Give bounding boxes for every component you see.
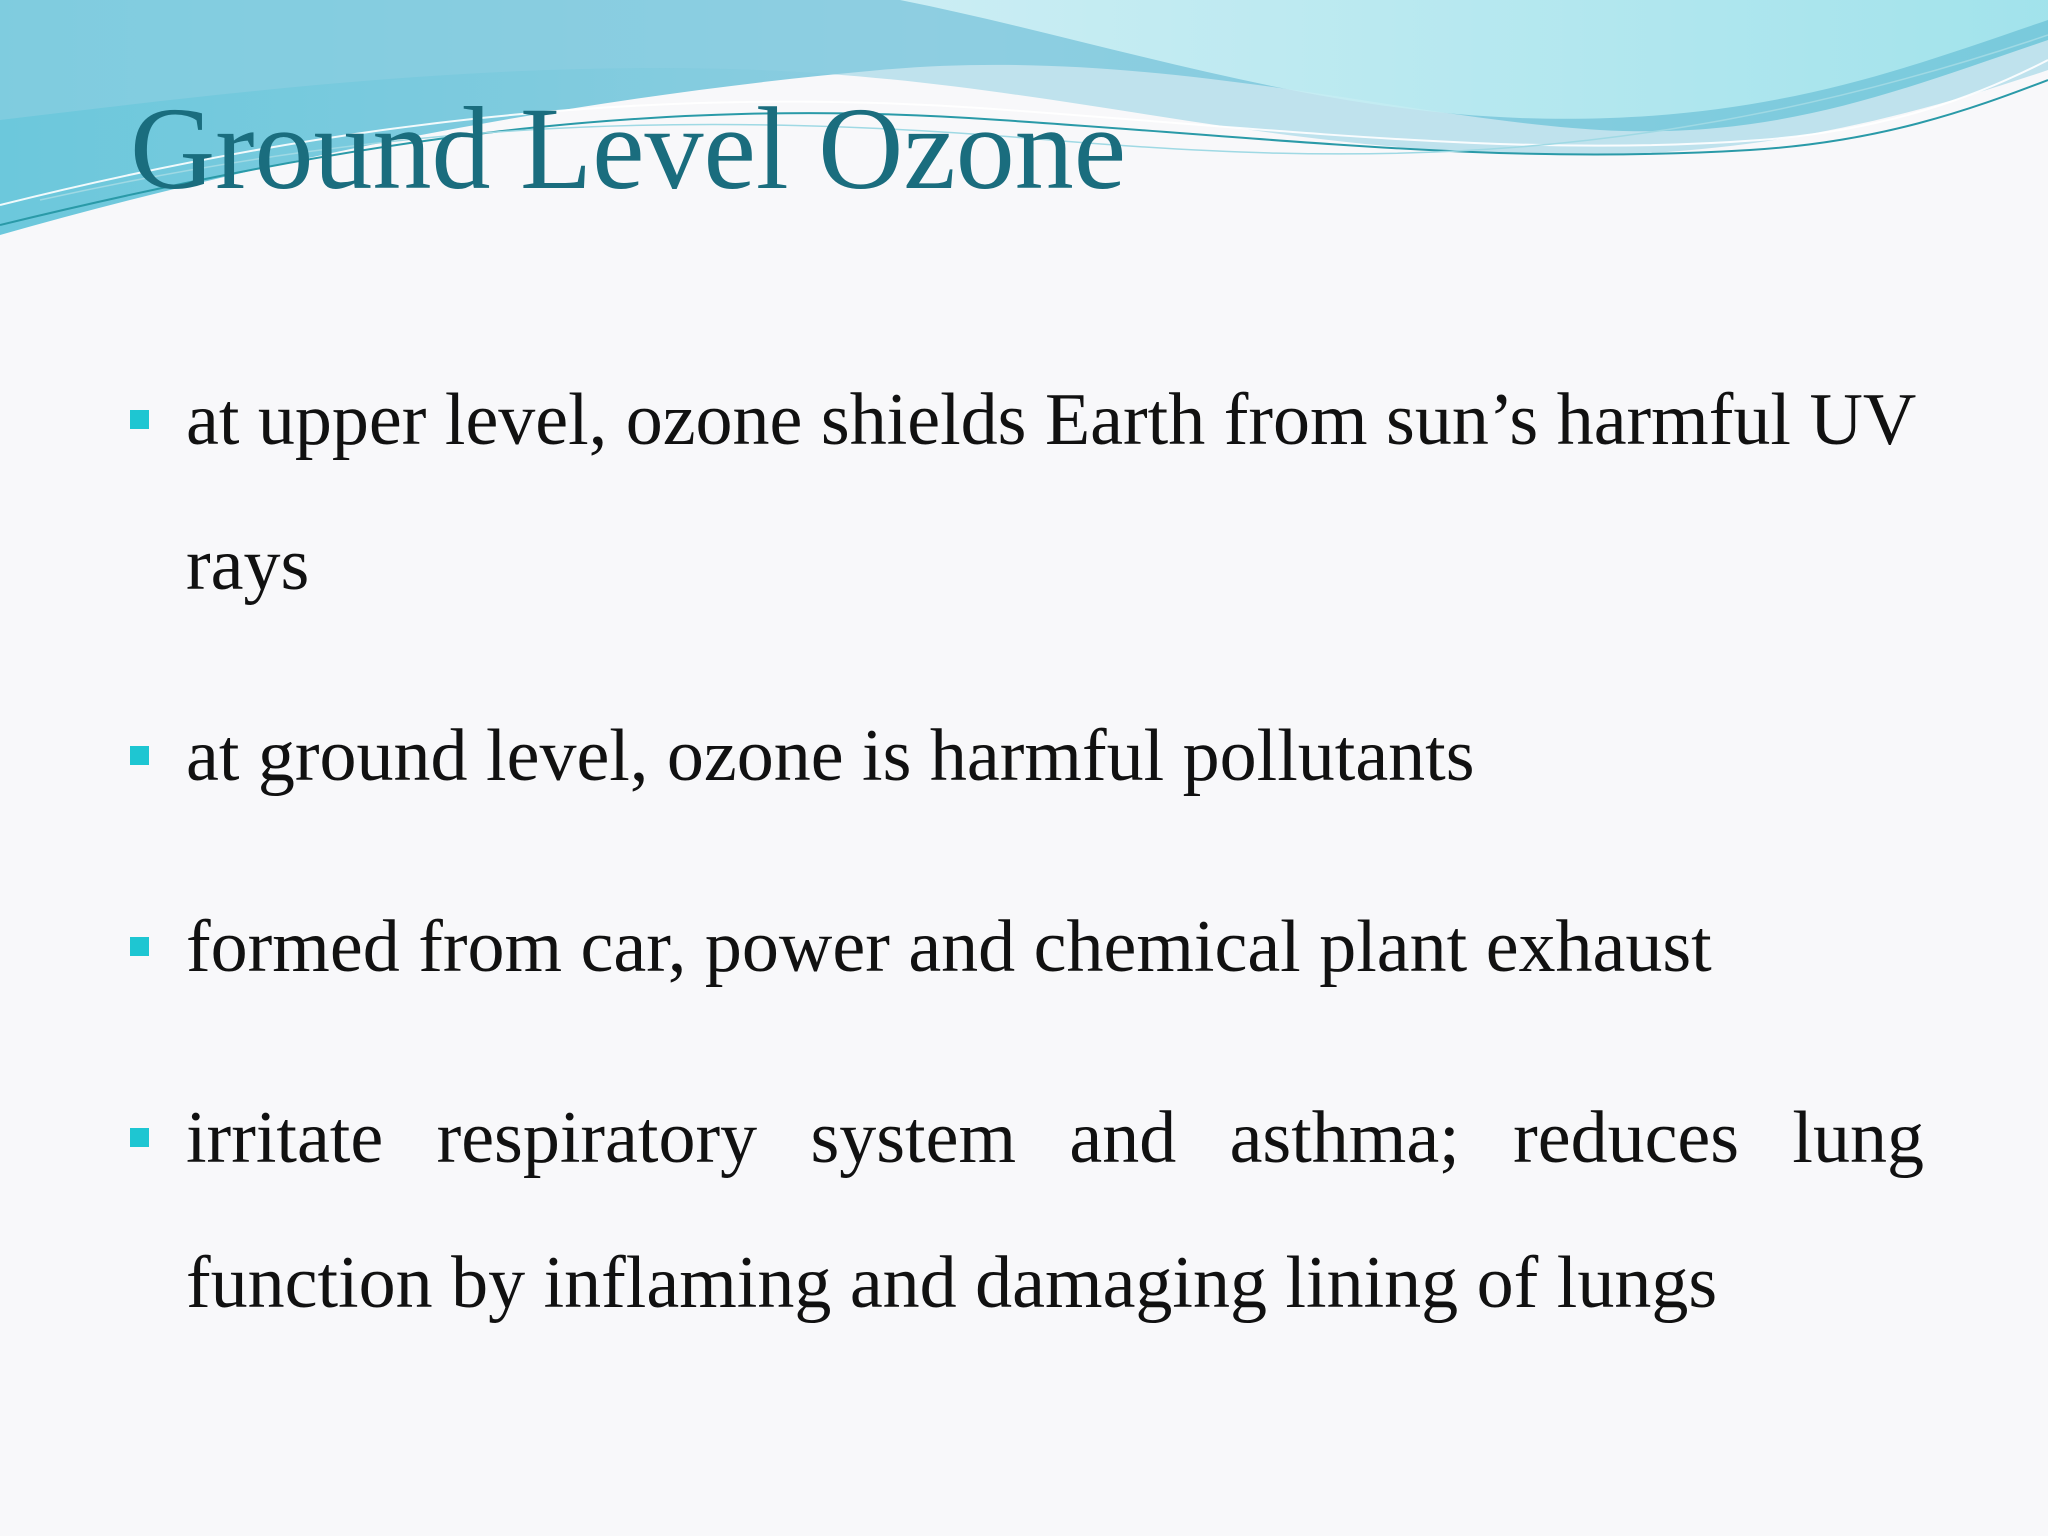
bullet-item xyxy=(128,348,1924,638)
bullet-item xyxy=(128,875,1924,1020)
square-bullet-icon xyxy=(130,937,149,956)
bullet-item xyxy=(128,684,1924,829)
bullet-text: formed from car, power and chemical plant exhaust xyxy=(186,906,1712,988)
bullet-list xyxy=(128,348,1924,1402)
bullet-text: at ground level, ozone is harmful pollutants xyxy=(186,715,1475,797)
square-bullet-icon xyxy=(130,410,149,429)
slide-title: Ground Level Ozone xyxy=(130,83,1127,214)
bullet-text: at upper level, ozone shields Earth from sun’s harmful UV rays xyxy=(186,379,1915,606)
bullet-text: irritate respiratory system and asthma; reduces lung function by inflaming and damaging lining of lungs xyxy=(186,1097,1924,1324)
square-bullet-icon xyxy=(130,746,149,765)
square-bullet-icon xyxy=(130,1128,149,1147)
bullet-item xyxy=(128,1066,1924,1356)
